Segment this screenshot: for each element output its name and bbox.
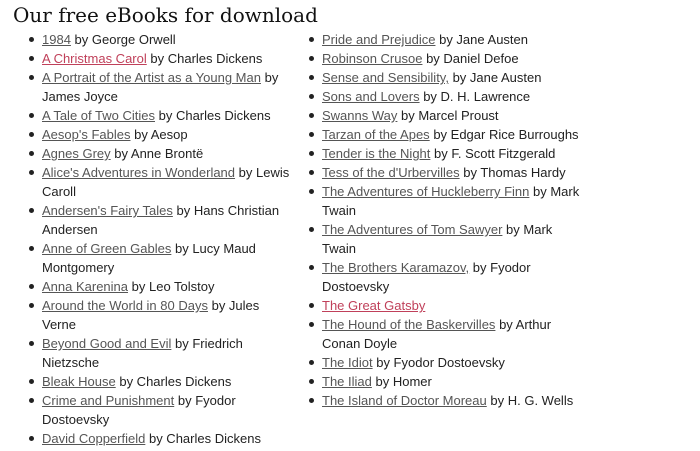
book-link-aesop-s-fables[interactable]: Aesop's Fables [42,127,131,142]
book-item-a-portrait-of-the-artist-as-a-young-man [42,68,296,106]
book-author: by Thomas Hardy [463,165,566,180]
book-item-swanns-way [322,106,584,125]
book-author: by Aesop [134,127,188,142]
book-link-agnes-grey[interactable]: Agnes Grey [42,146,111,161]
book-author: by James Joyce [42,70,279,104]
book-item-around-the-world-in-80-days [42,296,296,334]
book-link-sense-and-sensibility[interactable]: Sense and Sensibility, [322,70,449,85]
book-author: by Jane Austen [452,70,542,85]
book-item-the-idiot [322,353,584,372]
book-link-a-portrait-of-the-artist-as-a-young-man[interactable]: A Portrait of the Artist as a Young Man [42,70,261,85]
book-author: by Fyodor Dostoevsky [376,355,505,370]
book-author: by Mark Twain [322,222,553,256]
book-item-pride-and-prejudice [322,30,584,49]
book-author: by Hans Christian Andersen [42,203,280,237]
book-item-tarzan-of-the-apes [322,125,584,144]
book-author: by Edgar Rice Burroughs [433,127,579,142]
book-link-crime-and-punishment[interactable]: Crime and Punishment [42,393,175,408]
book-link-the-brothers-karamazov[interactable]: The Brothers Karamazov, [322,260,470,275]
book-author: by Homer [375,374,432,389]
book-link-pride-and-prejudice[interactable]: Pride and Prejudice [322,32,436,47]
book-item-bleak-house [42,372,296,391]
book-item-anne-of-green-gables [42,239,296,277]
book-link-anna-karenina[interactable]: Anna Karenina [42,279,129,294]
book-link-anne-of-green-gables[interactable]: Anne of Green Gables [42,241,172,256]
book-author: by Charles Dickens [119,374,232,389]
book-link-the-hound-of-the-baskervilles[interactable]: The Hound of the Baskervilles [322,317,496,332]
book-author: by F. Scott Fitzgerald [434,146,556,161]
book-link-tarzan-of-the-apes[interactable]: Tarzan of the Apes [322,127,430,142]
book-item-agnes-grey [42,144,296,163]
book-list-right [322,30,584,410]
book-link-the-iliad[interactable]: The Iliad [322,374,372,389]
book-link-the-adventures-of-tom-sawyer[interactable]: The Adventures of Tom Sawyer [322,222,503,237]
book-author: by Friedrich Nietzsche [42,336,243,370]
book-item-anna-karenina [42,277,296,296]
book-link-bleak-house[interactable]: Bleak House [42,374,116,389]
page-title: Our free eBooks for download [13,3,318,27]
book-author: by Mark Twain [322,184,580,218]
book-item-alice-s-adventures-in-wonderland [42,163,296,201]
book-author: by Jane Austen [439,32,528,47]
book-link-the-idiot[interactable]: The Idiot [322,355,373,370]
book-author: by Charles Dickens [148,431,261,446]
book-link-the-island-of-doctor-moreau[interactable]: The Island of Doctor Moreau [322,393,487,408]
book-link-swanns-way[interactable]: Swanns Way [322,108,398,123]
book-item-the-hound-of-the-baskervilles [322,315,584,353]
book-list-left [42,30,296,448]
book-link-1984[interactable]: 1984 [42,32,71,47]
book-item-aesop-s-fables [42,125,296,144]
book-item-robinson-crusoe [322,49,584,68]
book-author: by Arthur Conan Doyle [322,317,552,351]
book-item-tess-of-the-d-urbervilles [322,163,584,182]
book-author: by Lucy Maud Montgomery [42,241,256,275]
book-item-beyond-good-and-evil [42,334,296,372]
book-link-tender-is-the-night[interactable]: Tender is the Night [322,146,431,161]
book-link-robinson-crusoe[interactable]: Robinson Crusoe [322,51,423,66]
book-item-sons-and-lovers [322,87,584,106]
book-author: by Anne Brontë [114,146,204,161]
book-author: by H. G. Wells [490,393,574,408]
book-item-david-copperfield [42,429,296,448]
book-item-the-brothers-karamazov [322,258,584,296]
book-link-around-the-world-in-80-days[interactable]: Around the World in 80 Days [42,298,208,313]
book-author: by Marcel Proust [401,108,499,123]
book-item-crime-and-punishment [42,391,296,429]
book-link-a-christmas-carol[interactable]: A Christmas Carol [42,51,147,66]
book-item-the-great-gatsby [322,296,584,315]
book-author: by Charles Dickens [150,51,263,66]
book-link-andersen-s-fairy-tales[interactable]: Andersen's Fairy Tales [42,203,173,218]
book-item-the-island-of-doctor-moreau [322,391,584,410]
book-link-sons-and-lovers[interactable]: Sons and Lovers [322,89,420,104]
book-item-the-iliad [322,372,584,391]
book-author: by Leo Tolstoy [131,279,215,294]
book-item-andersen-s-fairy-tales [42,201,296,239]
book-item-tender-is-the-night [322,144,584,163]
book-item-1984 [42,30,296,49]
book-item-the-adventures-of-huckleberry-finn [322,182,584,220]
book-author: by Daniel Defoe [426,51,519,66]
book-link-david-copperfield[interactable]: David Copperfield [42,431,146,446]
book-author: by D. H. Lawrence [423,89,531,104]
book-item-sense-and-sensibility [322,68,584,87]
book-author: by George Orwell [74,32,176,47]
book-author: by Charles Dickens [158,108,271,123]
book-link-the-adventures-of-huckleberry-finn[interactable]: The Adventures of Huckleberry Finn [322,184,530,199]
book-item-a-christmas-carol [42,49,296,68]
book-author: by Fyodor Dostoevsky [322,260,531,294]
book-link-a-tale-of-two-cities[interactable]: A Tale of Two Cities [42,108,155,123]
book-link-beyond-good-and-evil[interactable]: Beyond Good and Evil [42,336,172,351]
book-author: by Fyodor Dostoevsky [42,393,236,427]
book-link-tess-of-the-d-urbervilles[interactable]: Tess of the d'Urbervilles [322,165,460,180]
book-item-a-tale-of-two-cities [42,106,296,125]
book-author: by Jules Verne [42,298,260,332]
book-item-the-adventures-of-tom-sawyer [322,220,584,258]
book-link-alice-s-adventures-in-wonderland[interactable]: Alice's Adventures in Wonderland [42,165,236,180]
book-author: by Lewis Caroll [42,165,290,199]
book-link-the-great-gatsby[interactable]: The Great Gatsby [322,298,426,313]
